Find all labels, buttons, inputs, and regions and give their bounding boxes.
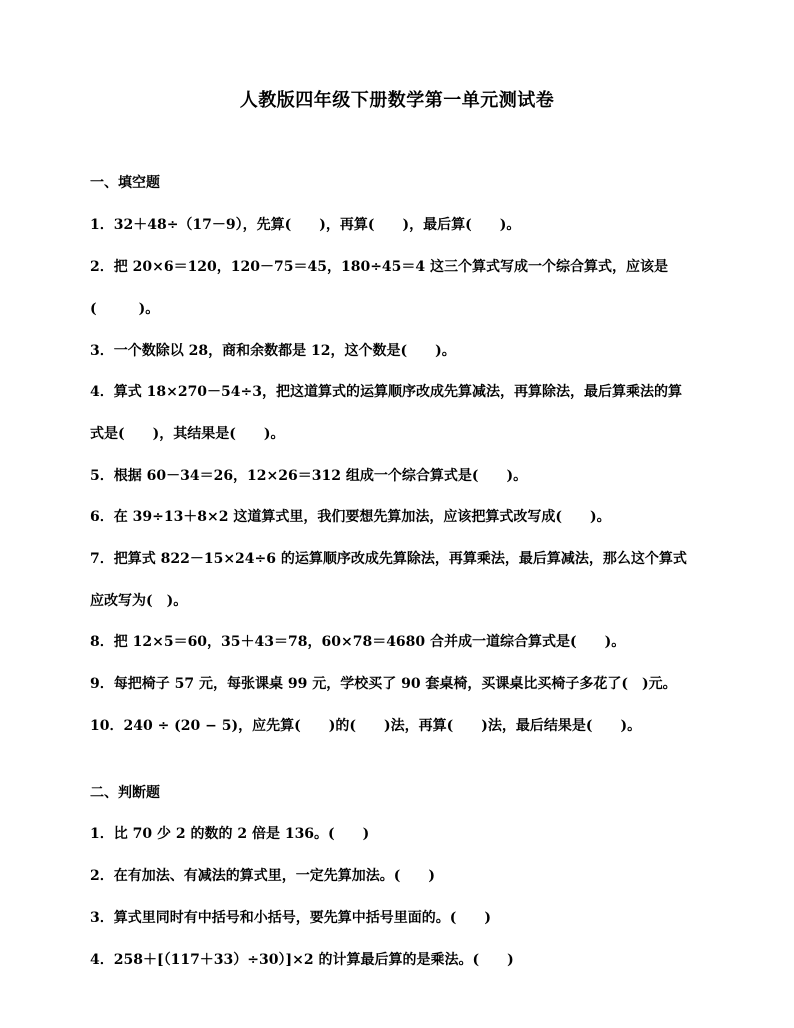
question-line: 5．根据 60－34＝26，12×26＝312 组成一个综合算式是( )。 <box>90 468 528 484</box>
question-line: 4．258＋[（117＋33）÷30）]×2 的计算最后算的是乘法。( ) <box>90 952 514 968</box>
question-line: 应改写为( )。 <box>90 593 188 609</box>
page-title: 人教版四年级下册数学第一单元测试卷 <box>239 90 555 111</box>
question-line: 3．一个数除以 28，商和余数都是 12，这个数是( )。 <box>90 343 456 359</box>
question-line: 7．把算式 822－15×24÷6 的运算顺序改成先算除法，再算乘法，最后算减法，那么这个算式 <box>90 551 687 567</box>
question-line: 10．240 ÷ (20 − 5)，应先算( )的( )法，再算( )法，最后结果是( )。 <box>90 718 642 734</box>
question-line: 8．把 12×5＝60，35＋43＝78，60×78＝4680 合并成一道综合算式是( )。 <box>90 634 626 650</box>
question-line: 式是( )，其结果是( )。 <box>90 426 285 442</box>
section-heading-true-false: 二、判断题 <box>90 785 160 801</box>
question-line: 1．比 70 少 2 的数的 2 倍是 136。( ) <box>90 826 370 842</box>
question-line: 2．在有加法、有减法的算式里，一定先算加法。( ) <box>90 868 435 884</box>
section-heading-fill-in: 一、填空题 <box>90 175 160 191</box>
question-line: 6．在 39÷13＋8×2 这道算式里，我们要想先算加法，应该把算式改写成( )。 <box>90 509 611 525</box>
question-line: 3．算式里同时有中括号和小括号，要先算中括号里面的。( ) <box>90 910 491 926</box>
question-line: ( )。 <box>90 301 160 317</box>
question-line: 2．把 20×6＝120，120－75＝45，180÷45＝4 这三个算式写成一个综合算式，应该是 <box>90 259 669 275</box>
question-line: 4．算式 18×270－54÷3，把这道算式的运算顺序改成先算减法，再算除法，最后算乘法的算 <box>90 384 683 400</box>
question-line: 1．32＋48÷（17－9），先算( )，再算( )，最后算( )。 <box>90 217 521 233</box>
question-line: 9．每把椅子 57 元，每张课桌 99 元，学校买了 90 套桌椅，买课桌比买椅子多花了( )元。 <box>90 676 677 692</box>
